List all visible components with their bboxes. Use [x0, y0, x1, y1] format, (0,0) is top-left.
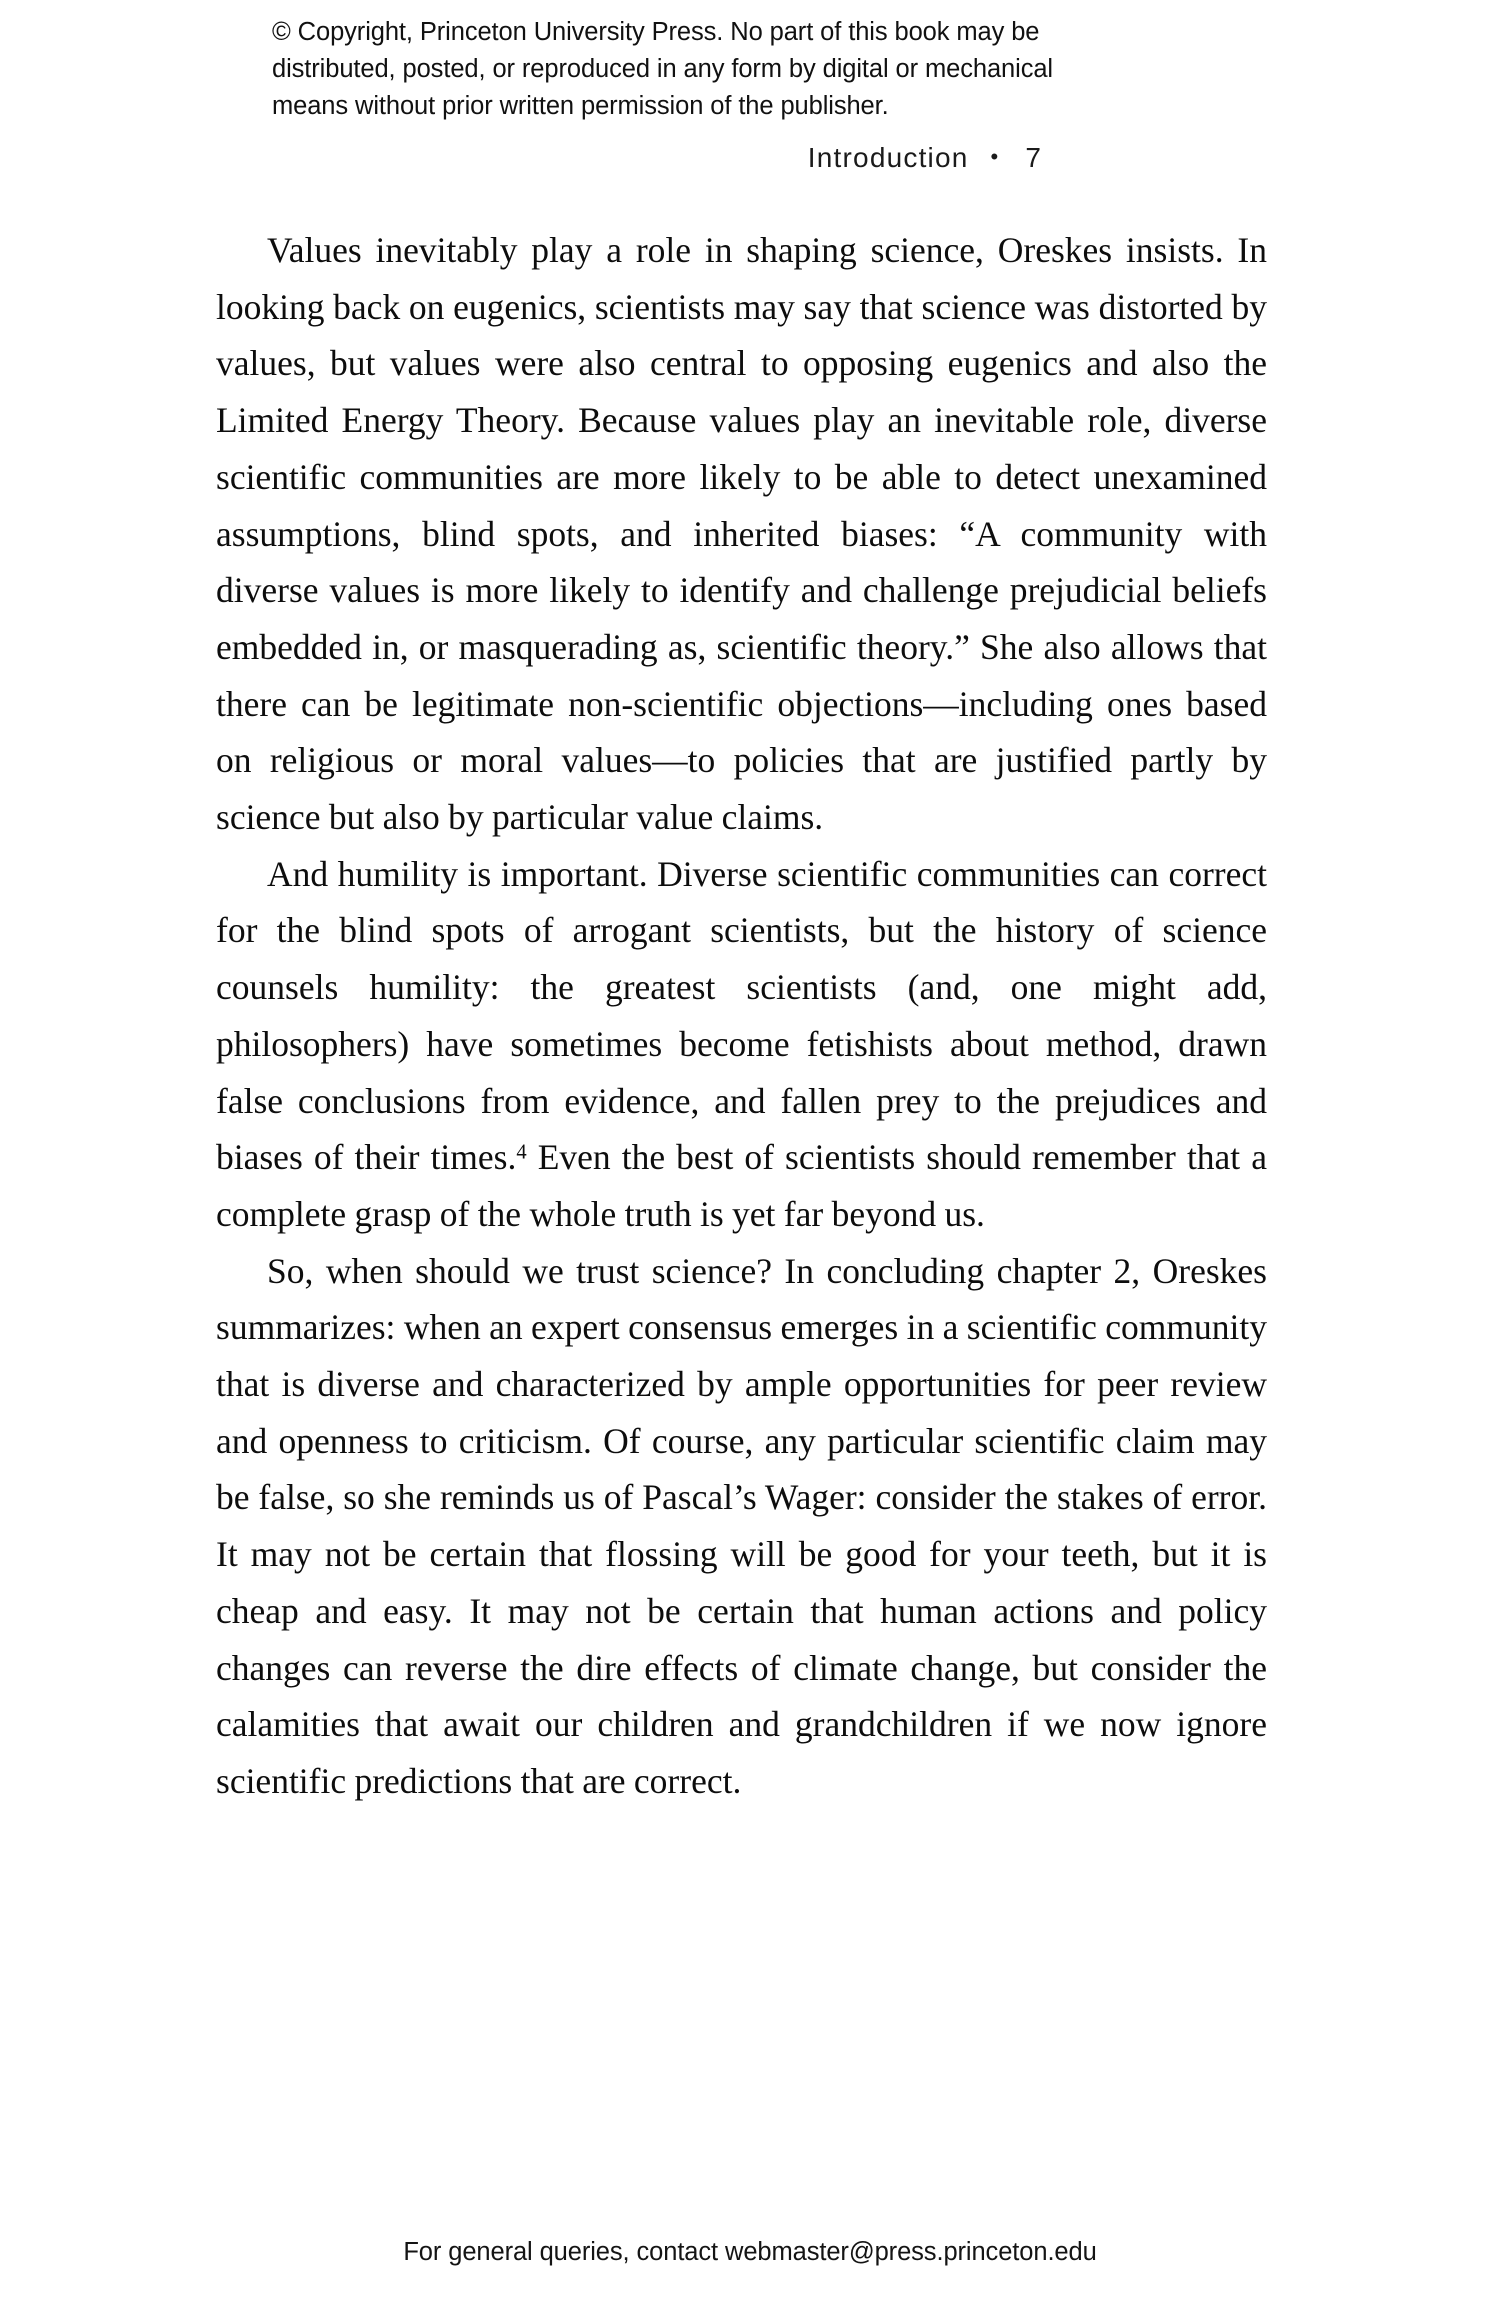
body-text-column — [216, 222, 1267, 1810]
copyright-line-3: means without prior written permission of the publisher. — [272, 92, 889, 120]
copyright-line-1: © Copyright, Princeton University Press. No part of this book may be — [272, 18, 1040, 46]
paragraph-2 — [216, 846, 1267, 1243]
page-number: 7 — [1025, 142, 1043, 173]
paragraph-2-text-after-footnote: Even the best of scientists should remember that a complete grasp of the whole truth is yet far beyond us. — [216, 1137, 1267, 1234]
copyright-line-2: distributed, posted, or reproduced in any form by digital or mechanical — [272, 55, 1053, 83]
paragraph-3: So, when should we trust science? In concluding chapter 2, Oreskes summarizes: when an expert consensus emerges in a scientific community that is diverse and characterized by ample opportunities for peer review and openness to criticism. Of course, any particular scientific claim may be false, so she reminds us of Pascal’s Wager: consider the stakes of error. It may not be certain that flossing will be good for your teeth, but it is cheap and easy. It may not be certain that human actions and policy changes can reverse the dire effects of climate change, but consider the calamities that await our children and grandchildren if we now ignore scientific predictions that are correct. — [216, 1250, 1267, 1801]
bullet-separator-icon: • — [990, 143, 1000, 169]
page-footer: For general queries, contact webmaster@press.princeton.edu — [403, 2238, 1097, 2266]
paragraph-1: Values inevitably play a role in shaping science, Oreskes insists. In looking back on eugenics, scientists may say that science was distorted by values, but values were also central to opposing eugenics and also the Limited Energy Theory. Because values play an inevitable role, diverse scientific communities are more likely to be able to detect unexamined assumptions, blind spots, and inherited biases: “A community with diverse values is more likely to identify and challenge prejudicial beliefs embedded in, or masquerading as, scientific theory.” She also allows that there can be legitimate non-scientific objections—including ones based on religious or moral values—to policies that are justified partly by science but also by particular value claims. — [216, 230, 1267, 838]
copyright-notice — [272, 14, 1202, 125]
paragraph-2-text-before-footnote: And humility is important. Diverse scientific communities can correct for the blind spots of arrogant scientists, but the history of science counsels humility: the greatest scientists (and, one might add, philosophers) have sometimes become fetishists about method, drawn false conclusions from evidence, and fallen prey to the prejudices and biases of their times. — [216, 853, 1267, 1178]
footnote-reference-4[interactable]: 4 — [516, 1141, 527, 1164]
running-head — [0, 142, 1500, 174]
running-head-chapter: Introduction — [807, 142, 969, 173]
running-head-inner — [808, 142, 1042, 174]
